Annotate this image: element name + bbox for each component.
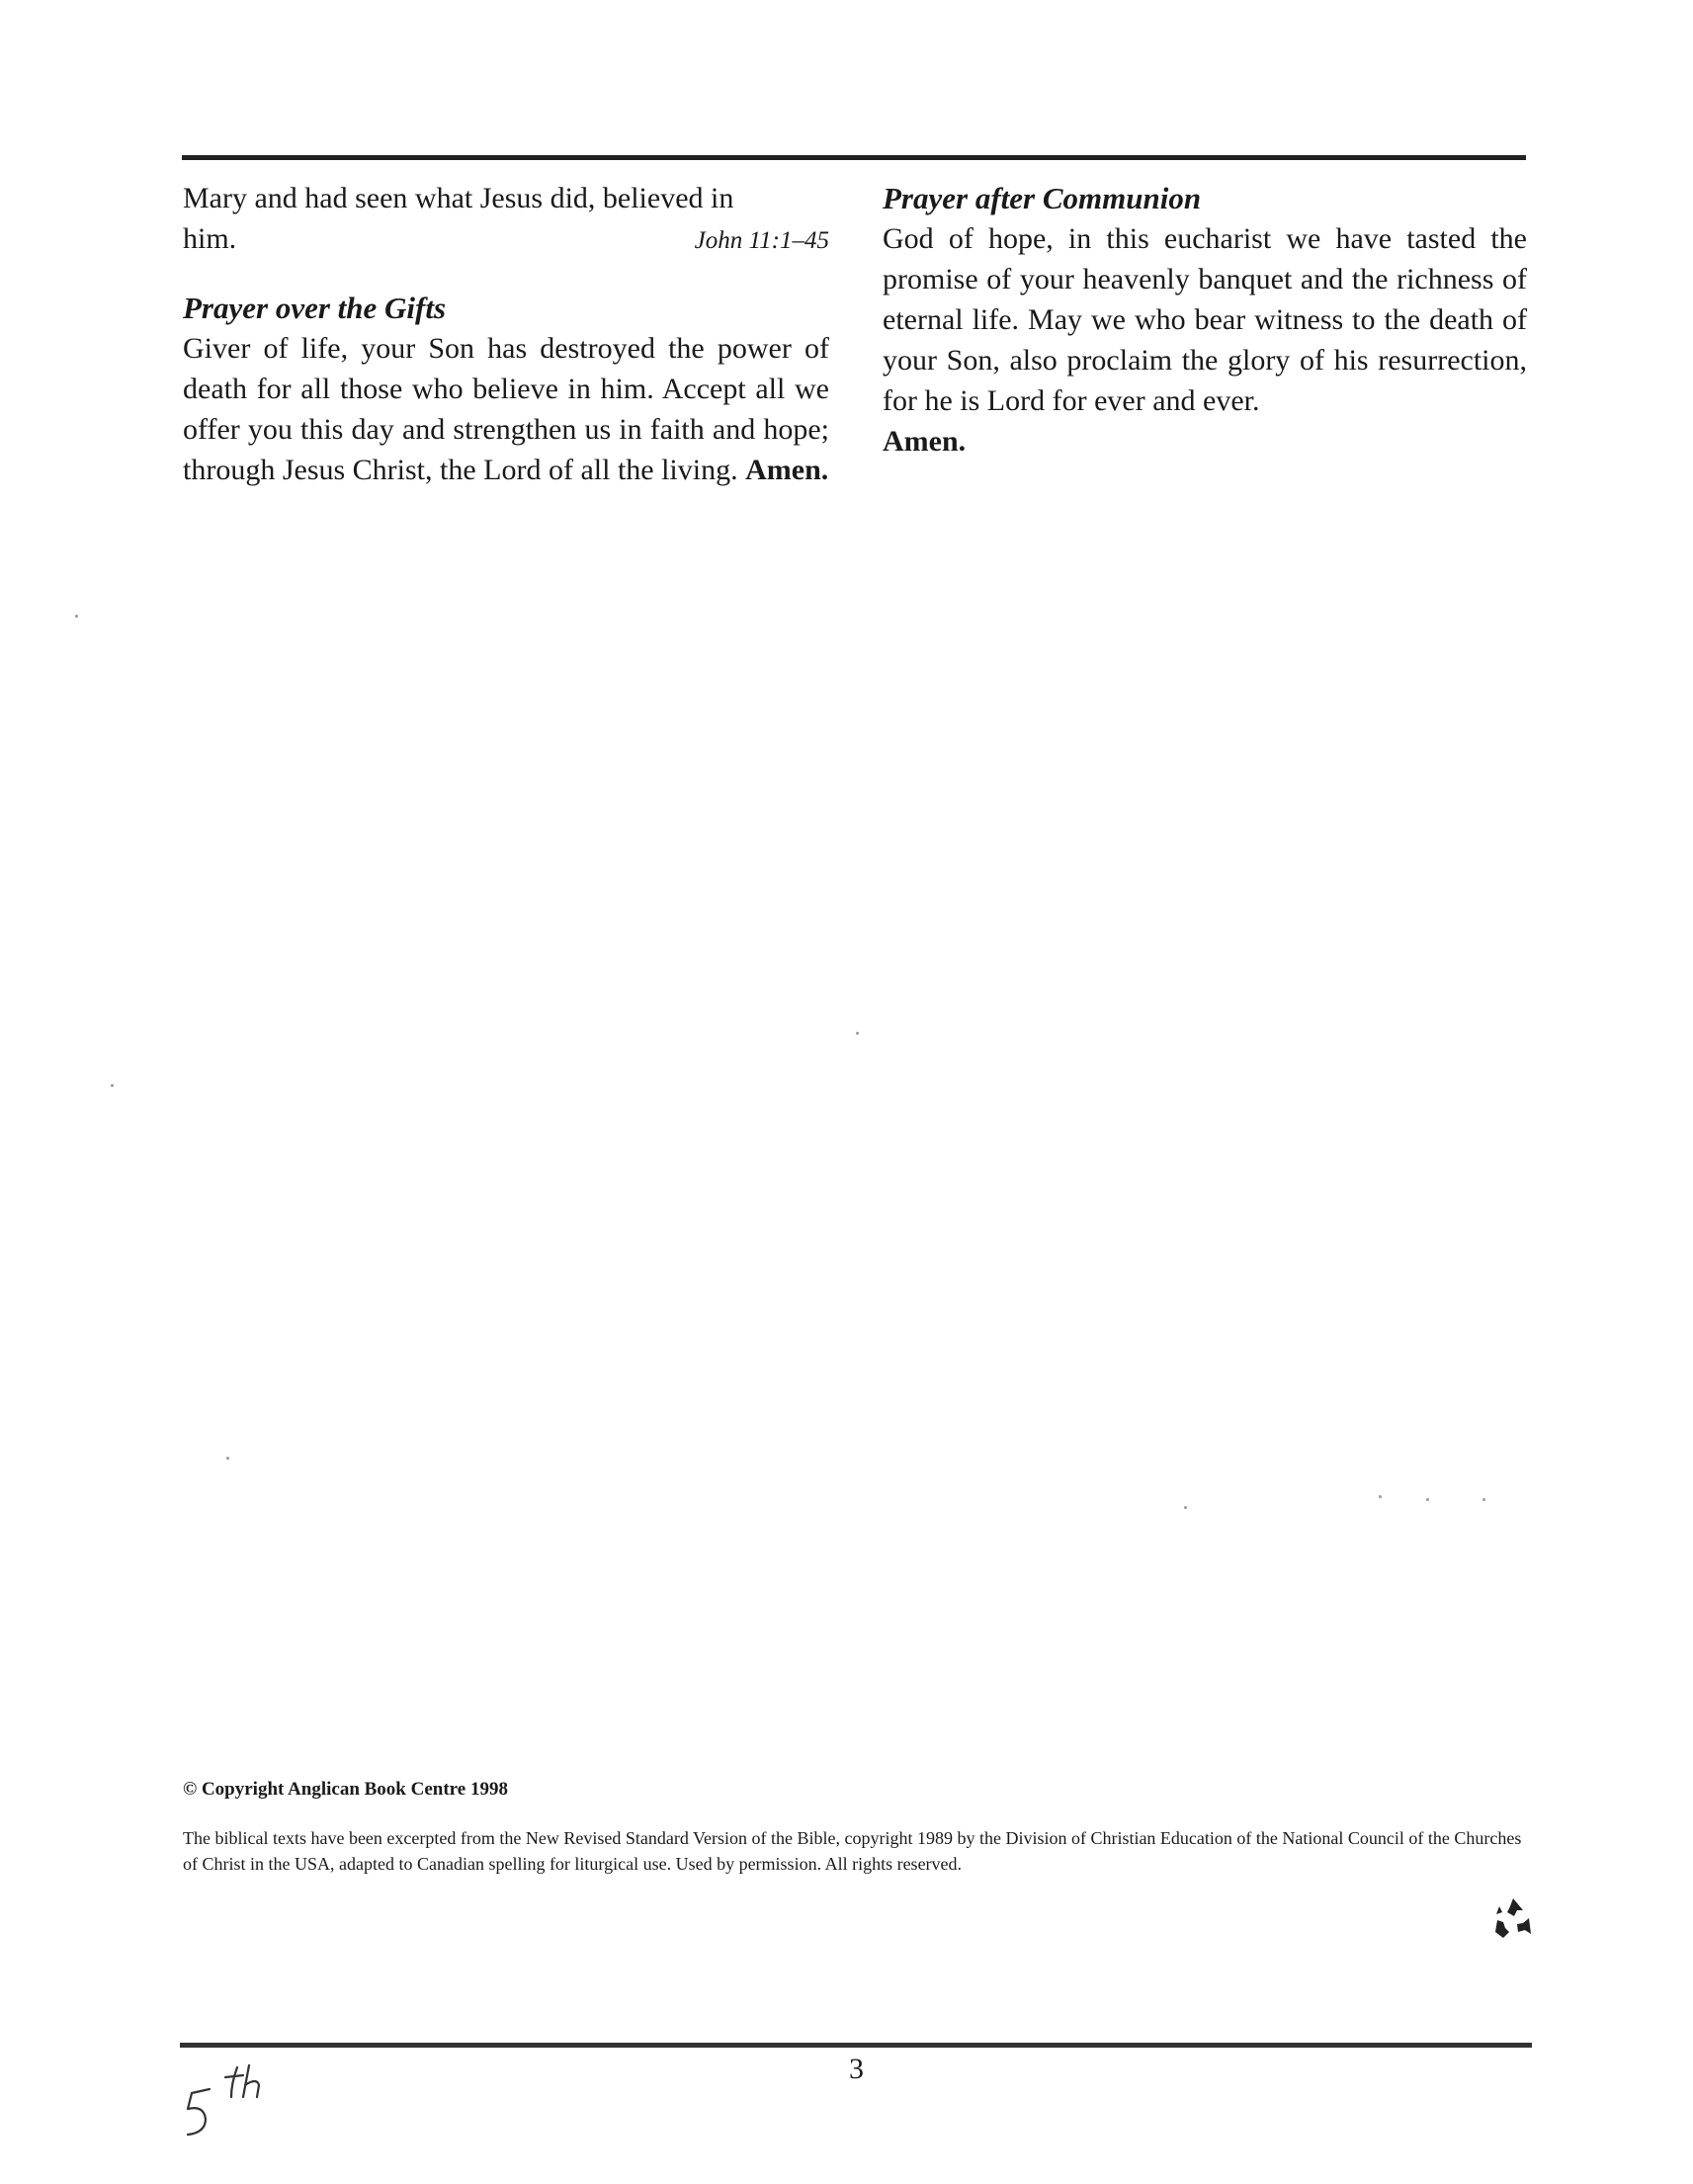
prayer-after-communion-paragraph <box>883 218 1527 421</box>
bible-credits: The biblical texts have been excerpted from the New Revised Standard Version of the Bible, copyright 1989 by the Division of Christian Education of the National Council of the Churches of Christ in the USA, adapted to Canadian spelling for liturgical use. Used by permission. All rights reserved. <box>183 1828 1522 1874</box>
scan-speck <box>111 1084 114 1087</box>
gospel-continuation-line: Mary and had seen what Jesus did, believed in <box>183 182 734 214</box>
prayer-over-gifts-amen: Amen. <box>745 454 829 486</box>
prayer-over-gifts-body: Giver of life, your Son has destroyed the power of death for all those who believe in him. Accept all we offer you this day and strengthen us in faith and hope; through Jesus Christ, the Lord of all the living. <box>183 332 829 486</box>
left-column <box>183 178 829 490</box>
right-column <box>883 178 1527 462</box>
bottom-rule <box>180 2043 1532 2048</box>
gospel-ending-line <box>183 218 829 261</box>
copyright-notice: © Copyright Anglican Book Centre 1998 <box>183 1779 508 1800</box>
spacer <box>183 261 829 288</box>
top-rule <box>182 155 1526 160</box>
gospel-citation: John 11:1–45 <box>694 227 829 254</box>
scan-speck <box>75 615 78 618</box>
prayer-after-communion-heading: Prayer after Communion <box>883 181 1202 215</box>
scan-speck <box>1482 1498 1485 1501</box>
prayer-over-gifts-paragraph <box>183 328 829 490</box>
prayer-after-communion-body: God of hope, in this eucharist we have tasted the promise of your heavenly banquet and the richness of eternal life. May we who bear witness to the death of your Son, also proclaim the glory of his resurrection, for he is Lord for ever and ever. <box>883 222 1527 417</box>
prayer-after-communion-amen-line <box>883 421 1527 462</box>
scan-speck <box>226 1457 229 1460</box>
handwritten-note <box>180 2063 289 2142</box>
scan-speck <box>1184 1506 1187 1509</box>
gospel-continuation-end: him. <box>183 222 237 255</box>
prayer-over-gifts-heading: Prayer over the Gifts <box>183 291 447 325</box>
recycle-icon <box>1487 1892 1539 1944</box>
prayer-after-communion-amen: Amen. <box>883 425 967 458</box>
scan-speck <box>856 1032 859 1035</box>
page-number: 3 <box>849 2053 864 2085</box>
scan-speck <box>1379 1495 1382 1498</box>
scan-speck <box>1426 1498 1429 1501</box>
